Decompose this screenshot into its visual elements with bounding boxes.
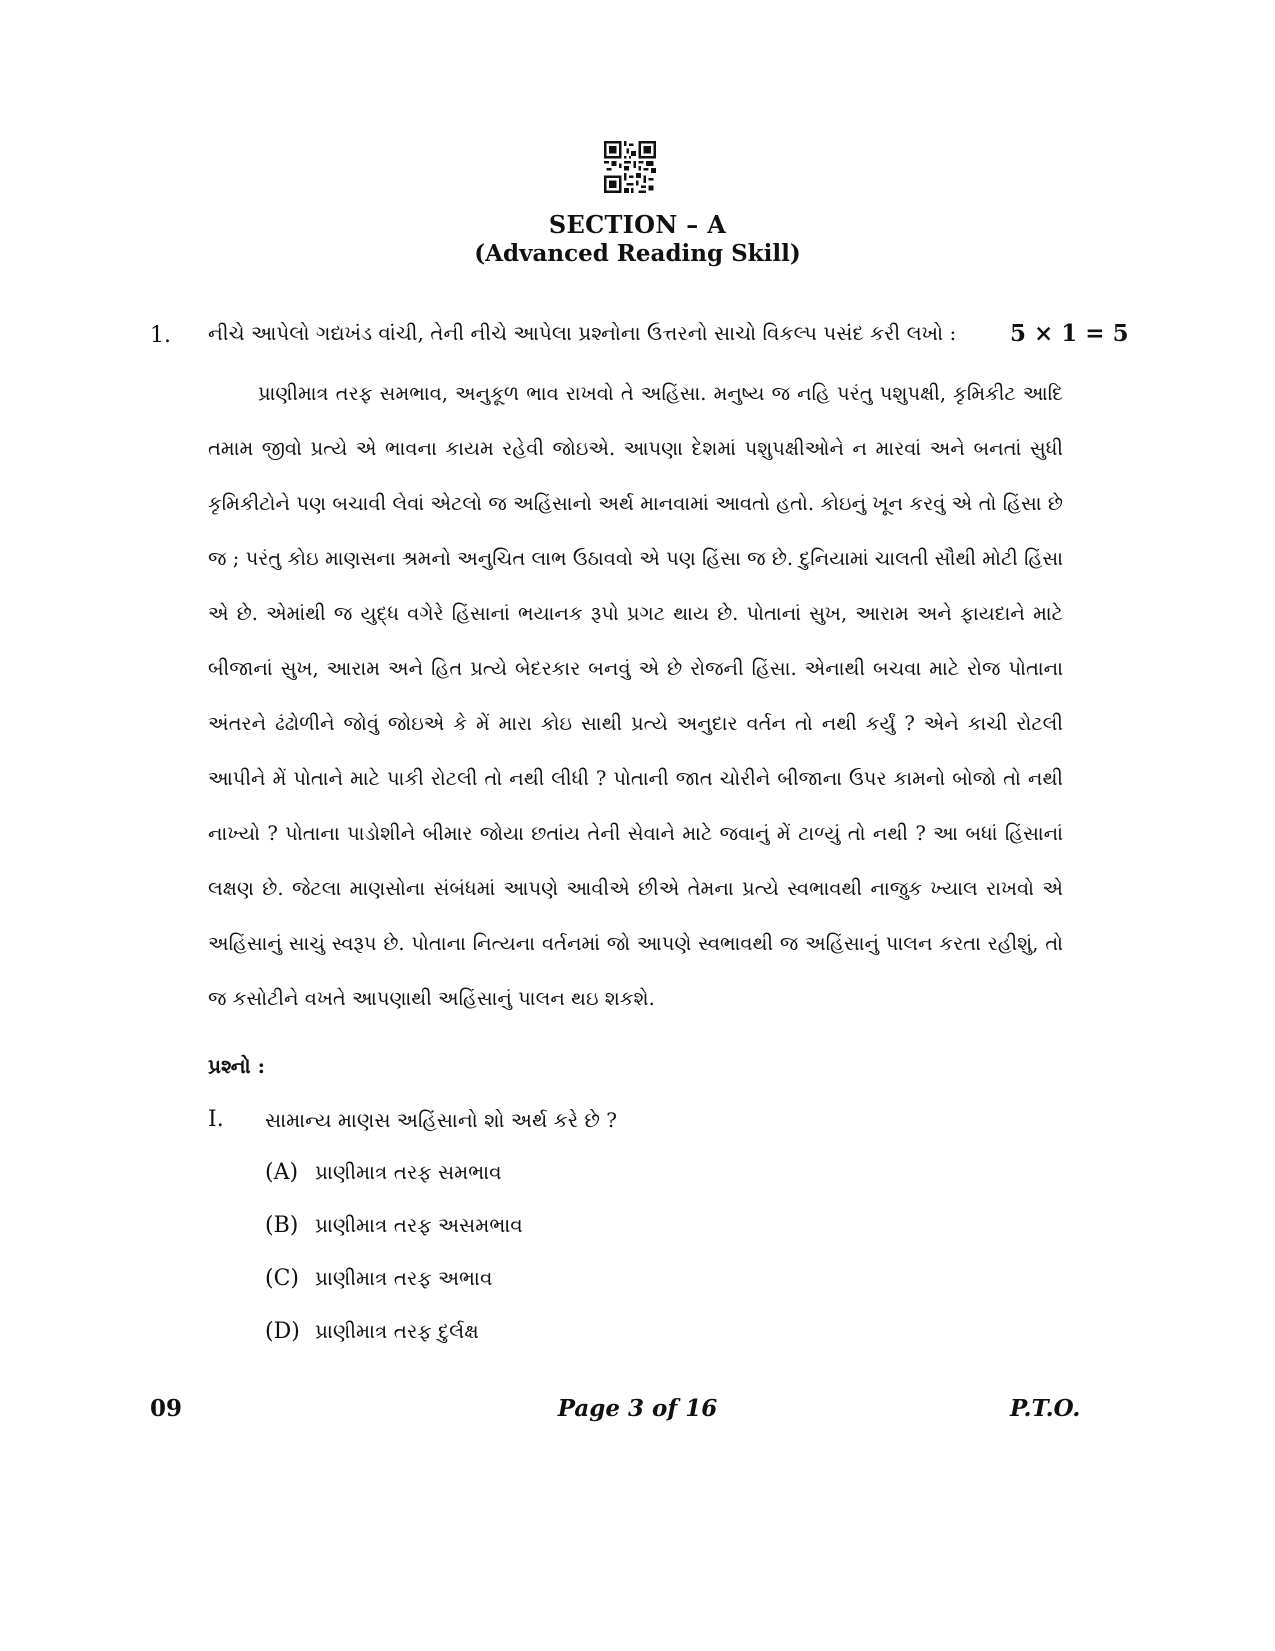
question-marks: 5 × 1 = 5	[1010, 320, 1129, 347]
option-a	[265, 1160, 502, 1185]
option-letter: (A)	[265, 1160, 299, 1185]
section-title: SECTION – A	[548, 210, 727, 239]
page-number: Page 3 of 16	[557, 1395, 718, 1422]
question-number: 1.	[150, 323, 171, 348]
qr-code-icon	[604, 141, 656, 193]
subquestion-text: સામાન્ય માણસ અહિંસાનો શો અર્થ કરે છે ?	[265, 1108, 618, 1132]
option-text: પ્રાણીમાત્ર તરફ અસમભાવ	[315, 1213, 523, 1237]
questions-label: પ્રશ્નો :	[208, 1054, 265, 1078]
pto-label: P.T.O.	[1010, 1395, 1081, 1422]
option-b	[265, 1213, 523, 1238]
option-text: પ્રાણીમાત્ર તરફ અભાવ	[315, 1266, 493, 1290]
option-c	[265, 1266, 492, 1291]
reading-passage: પ્રાણીમાત્ર તરફ સમભાવ, અનુકૂળ ભાવ રાખવો તે અહિંસા. મનુષ્ય જ નહિ પરંતુ પશુપક્ષી, કૃમિકીટ આદિ તમામ જીવો પ્રત્યે એ ભાવના કાયમ રહેવી જોઇએ. આપણા દેશમાં પશુપક્ષીઓને ન મારવાં અને બનતાં સુધી કૃમિકીટોને પણ બચાવી લેવાં એટલો જ અહિંસાનો અર્થ માનવામાં આવતો હતો. કોઇનું ખૂન કરવું એ તો હિંસા છે જ ; પરંતુ કોઇ માણસના શ્રમનો અનુચિત લાભ ઉઠાવવો એ પણ હિંસા જ છે. દુનિયામાં ચાલતી સૌથી મોટી હિંસા એ છે. એમાંથી જ યુદ્ધ વગેરે હિંસાનાં ભયાનક રૂપો પ્રગટ થાય છે. પોતાનાં સુખ, આરામ અને ફાયદાને માટે બીજાનાં સુખ, આરામ અને હિત પ્રત્યે બેદરકાર બનવું એ છે રોજની હિંસા. એનાથી બચવા માટે રોજ પોતાના અંતરને ઢંઢોળીને જોવું જોઇએ કે મેં મારા કોઇ સાથી પ્રત્યે અનુદાર વર્તન તો નથી કર્યું ? એને કાચી રોટલી આપીને મેં પોતાને માટે પાકી રોટલી તો નથી લીધી ? પોતાની જાત ચોરીને બીજાના ઉપર કામનો બોજો તો નથી નાખ્યો ? પોતાના પાડોશીને બીમાર જોયા છતાંય તેની સેવાને માટે જવાનું મેં ટાળ્યું તો નથી ? આ બધાં હિંસાનાં લક્ષણ છે. જેટલા માણસોના સંબંધમાં આપણે આવીએ છીએ તેમના પ્રત્યે સ્વભાવથી નાજુક ખ્યાલ રાખવો એ અહિંસાનું સાચું સ્વરૂપ છે. પોતાના નિત્યના વર્તનમાં જો આપણે સ્વભાવથી જ અહિંસાનું પાલન કરતા રહીશું, તો જ કસોટીને વખતે આપણાથી અહિંસાનું પાલન થઇ શકશે.	[208, 382, 1063, 1010]
section-subtitle: (Advanced Reading Skill)	[474, 240, 801, 267]
paper-code: 09	[150, 1395, 183, 1422]
question-instruction: નીચે આપેલો ગદ્યખંડ વાંચી, તેની નીચે આપેલા પ્રશ્નોના ઉત્તરનો સાચો વિકલ્પ પસંદ કરી લખો :	[208, 321, 957, 345]
option-text: પ્રાણીમાત્ર તરફ દુર્લક્ષ	[315, 1319, 479, 1343]
option-letter: (D)	[265, 1319, 300, 1344]
option-text: પ્રાણીમાત્ર તરફ સમભાવ	[315, 1160, 502, 1184]
option-letter: (B)	[265, 1213, 299, 1238]
option-d	[265, 1319, 479, 1344]
option-letter: (C)	[265, 1266, 299, 1291]
subquestion-number: I.	[208, 1107, 224, 1132]
